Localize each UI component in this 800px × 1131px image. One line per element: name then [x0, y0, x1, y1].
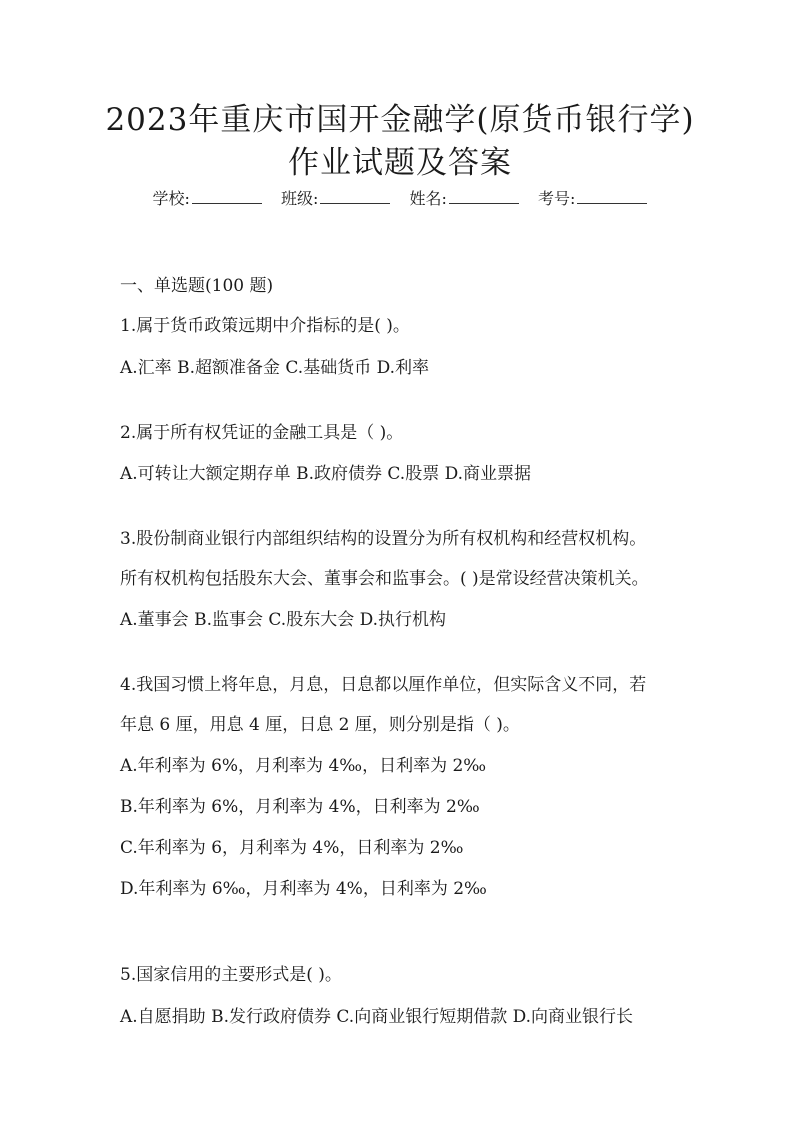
doc-title-line-1: 2023年重庆市国开金融学(原货币银行学) — [105, 102, 695, 138]
exam-number-blank — [577, 188, 647, 204]
question-3-text-line-1: 3.股份制商业银行内部组织结构的设置分为所有权机构和经营权机构。 — [120, 529, 647, 549]
question-4-option-c: C.年利率为 6，月利率为 4%，日利率为 2‰ — [120, 838, 464, 858]
question-5-options: A.自愿捐助 B.发行政府债券 C.向商业银行短期借款 D.向商业银行长 — [120, 1007, 634, 1027]
question-3-text-line-2: 所有权机构包括股东大会、董事会和监事会。( )是常设经营决策机关。 — [120, 569, 649, 589]
question-4-option-a: A.年利率为 6%，月利率为 4‰，日利率为 2‰ — [120, 756, 487, 776]
question-4-option-b: B.年利率为 6%，月利率为 4%，日利率为 2‰ — [120, 797, 480, 817]
class-field — [281, 189, 390, 208]
name-field — [410, 189, 519, 208]
question-4-text-line-1: 4.我国习惯上将年息，月息，日息都以厘作单位，但实际含义不同，若 — [120, 675, 647, 695]
question-1-options: A.汇率 B.超额准备金 C.基础货币 D.利率 — [120, 358, 430, 378]
school-field — [153, 189, 262, 208]
school-label: 学校: — [152, 189, 190, 208]
question-5-text: 5.国家信用的主要形式是( )。 — [120, 965, 342, 985]
school-blank — [192, 188, 262, 204]
question-4-text-line-2: 年息 6 厘，用息 4 厘，日息 2 厘，则分别是指（ )。 — [120, 715, 520, 735]
name-blank — [449, 188, 519, 204]
question-2-options: A.可转让大额定期存单 B.政府债券 C.股票 D.商业票据 — [120, 464, 532, 484]
name-label: 姓名: — [409, 189, 447, 208]
student-info-row — [0, 188, 800, 210]
question-3-options: A.董事会 B.监事会 C.股东大会 D.执行机构 — [120, 610, 447, 630]
exam-number-label: 考号: — [538, 189, 576, 208]
doc-title-line-2: 作业试题及答案 — [288, 145, 512, 181]
class-blank — [320, 188, 390, 204]
exam-number-field — [538, 189, 647, 208]
question-1-text: 1.属于货币政策远期中介指标的是( )。 — [120, 316, 410, 336]
question-4-option-d: D.年利率为 6‰，月利率为 4%，日利率为 2‰ — [120, 879, 487, 899]
class-label: 班级: — [281, 189, 319, 208]
section-heading: 一、单选题(100 题) — [120, 276, 274, 296]
question-2-text: 2.属于所有权凭证的金融工具是（ )。 — [120, 423, 404, 443]
